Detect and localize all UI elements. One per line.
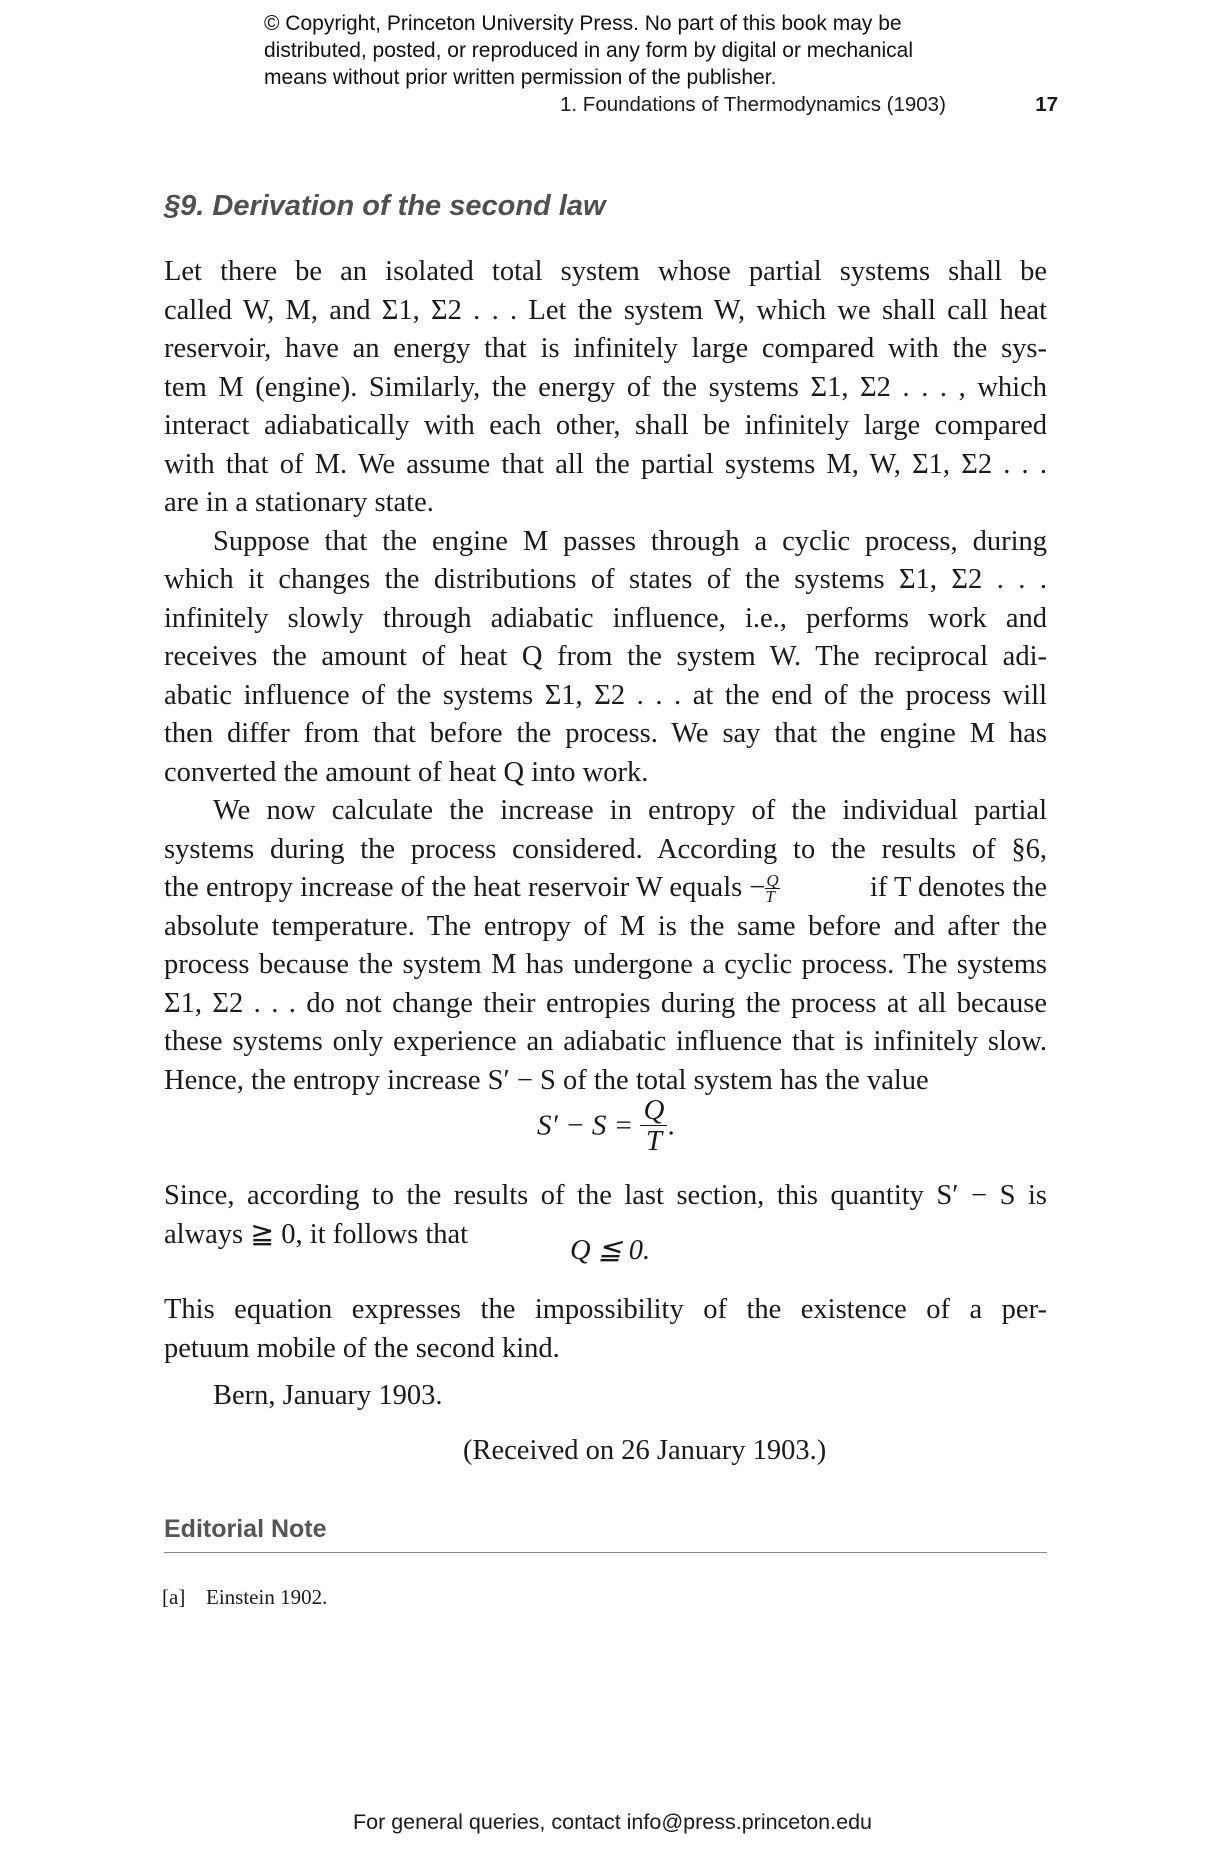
equation-fraction xyxy=(640,1095,667,1157)
text-line: absolute temperature. The entropy of M is the same before and after the xyxy=(164,910,1047,942)
text-line: with that of M. We assume that all the partial systems M, W, Σ1, Σ2 . . . xyxy=(164,448,1047,480)
section-heading: §9. Derivation of the second law xyxy=(164,190,606,222)
copyright-line: distributed, posted, or reproduced in any form by digital or mechanical xyxy=(264,39,914,62)
text-line-with-fraction xyxy=(164,869,1047,908)
text-line: petuum mobile of the second kind. xyxy=(164,1332,560,1364)
text-line: This equation expresses the impossibility of the existence of a per- xyxy=(164,1294,1047,1325)
equation-period: . xyxy=(667,1109,675,1142)
text-line: are in a stationary state. xyxy=(164,487,434,518)
fraction-numerator: Q xyxy=(766,870,779,890)
text-line: these systems only experience an adiabatic influence that is infinitely slow. xyxy=(164,1026,1047,1057)
footnote xyxy=(162,1585,327,1610)
inline-text: if T denotes the xyxy=(869,872,1047,903)
fraction-numerator: Q xyxy=(640,1095,667,1126)
place-date: Bern, January 1903. xyxy=(213,1380,443,1411)
text-line: reservoir, have an energy that is infinitely large compared with the sys- xyxy=(164,333,1047,364)
text-line: tem M (engine). Similarly, the energy of the systems Σ1, Σ2 . . . , which xyxy=(164,371,1047,403)
copyright-line: © Copyright, Princeton University Press. No part of this book may be xyxy=(264,12,902,35)
text-line: We now calculate the increase in entropy of the individual partial xyxy=(213,795,1047,826)
text-line: abatic influence of the systems Σ1, Σ2 . . . at the end of the process will xyxy=(164,679,1047,711)
copyright-notice xyxy=(264,10,1024,91)
equation-entropy xyxy=(537,1095,675,1157)
footnote-text: Einstein 1902. xyxy=(206,1585,328,1609)
text-line: interact adiabatically with each other, shall be infinitely large compared xyxy=(164,410,1047,441)
fraction-denominator: T xyxy=(765,886,775,906)
text-line: always ≧ 0, it follows that xyxy=(164,1218,469,1250)
footnote-mark: [a] xyxy=(162,1585,186,1609)
editorial-note-heading: Editorial Note xyxy=(164,1515,1047,1553)
text-line: infinitely slowly through adiabatic influence, i.e., performs work and xyxy=(164,602,1047,634)
text-line: converted the amount of heat Q into work. xyxy=(164,756,649,788)
text-line: Let there be an isolated total system whose partial systems shall be xyxy=(164,256,1047,287)
inline-text: the entropy increase of the heat reservoir W equals − xyxy=(164,872,766,903)
text-line: receives the amount of heat Q from the system W. The reciprocal adi- xyxy=(164,641,1047,672)
equation-lhs: S′ − S = xyxy=(537,1109,634,1142)
fraction-denominator: T xyxy=(645,1125,663,1158)
text-line: Suppose that the engine M passes through a cyclic process, during xyxy=(213,525,1047,557)
text-line: Since, according to the results of the last section, this quantity S′ − S is xyxy=(164,1180,1047,1211)
page-number: 17 xyxy=(1035,93,1058,116)
footer-contact: For general queries, contact info@press.princeton.edu xyxy=(352,1810,872,1834)
text-line: process because the system M has undergone a cyclic process. The systems xyxy=(164,949,1047,980)
text-line: which it changes the distributions of states of the systems Σ1, Σ2 . . . xyxy=(164,564,1047,595)
running-head xyxy=(560,92,1058,118)
paragraph-5 xyxy=(164,1291,1047,1368)
text-line: called W, M, and Σ1, Σ2 . . . Let the system W, which we shall call heat xyxy=(164,294,1047,326)
text-line: Hence, the entropy increase S′ − S of the total system has the value xyxy=(164,1064,929,1096)
equation-inequality: Q ≦ 0. xyxy=(570,1235,651,1266)
inline-fraction xyxy=(765,870,779,906)
text-line: systems during the process considered. According to the results of §6, xyxy=(164,833,1047,865)
running-head-title: 1. Foundations of Thermodynamics (1903) xyxy=(560,93,946,116)
paragraph-1 xyxy=(164,253,1047,1100)
received-date: (Received on 26 January 1903.) xyxy=(463,1435,827,1466)
copyright-line: means without prior written permission of the publisher. xyxy=(264,66,777,89)
text-line: then differ from that before the process. We say that the engine M has xyxy=(164,718,1047,749)
text-line: Σ1, Σ2 . . . do not change their entropies during the process at all because xyxy=(164,987,1047,1019)
